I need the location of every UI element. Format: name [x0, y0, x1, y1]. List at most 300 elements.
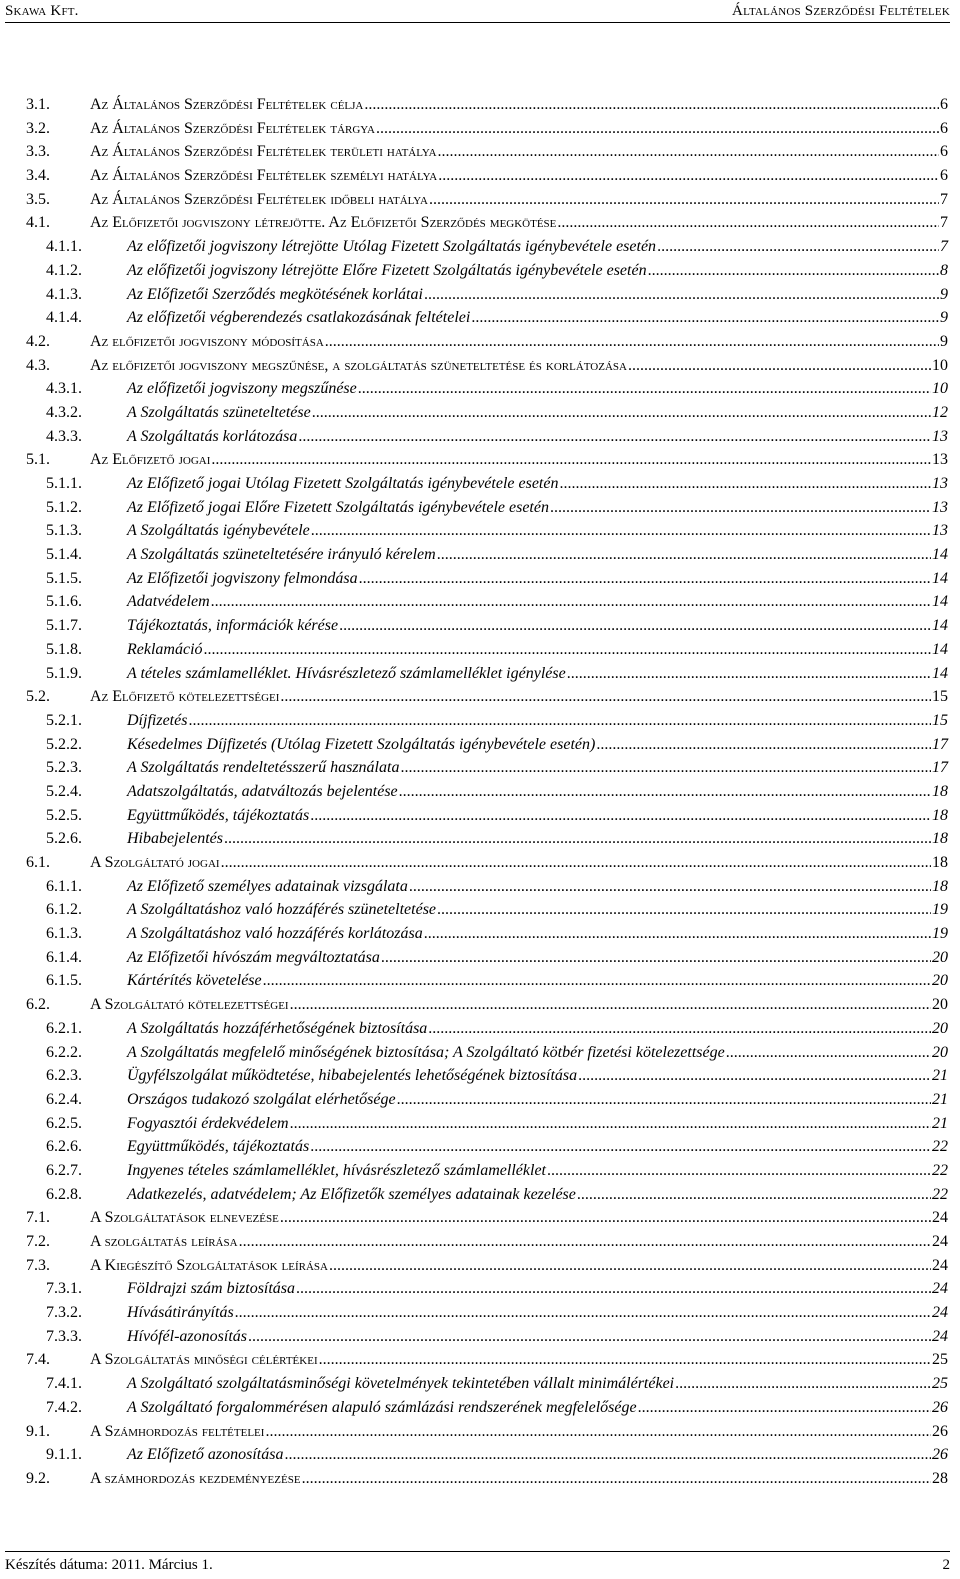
toc-entry-title: A szolgáltatás leírása — [90, 1233, 238, 1250]
toc-entry-title: A Szolgáltatás megfelelő minőségének biztosítása; A Szolgáltató kötbér fizetési kötelezettsége — [127, 1043, 725, 1061]
toc-entry-number: 5.1.7. — [46, 617, 82, 635]
toc-entry-page: 13 — [932, 427, 948, 445]
toc-entry[interactable] — [26, 357, 948, 381]
toc-entry-number: 4.3. — [26, 356, 50, 374]
toc-entry-page: 7 — [940, 190, 948, 208]
toc-entry-page: 18 — [932, 854, 948, 871]
toc-entry-number: 6.2.1. — [46, 1019, 82, 1037]
toc-entry[interactable] — [26, 1044, 948, 1068]
toc-entry-title: Az Általános Szerződési Feltételek tárgya — [90, 119, 375, 137]
toc-entry-number: 7.3. — [26, 1256, 50, 1274]
toc-entry[interactable] — [26, 1304, 948, 1328]
toc-entry-title: A Szolgáltatás szüneteltetésére irányuló kérelem — [127, 546, 436, 564]
toc-entry[interactable] — [26, 783, 948, 807]
toc-entry-number: 6.1.5. — [46, 972, 82, 990]
toc-entry-title: Az Előfizető kötelezettségei — [90, 688, 280, 706]
toc-entry-number: 6.2. — [26, 996, 50, 1014]
toc-leader-dots — [248, 1328, 931, 1346]
toc-leader-dots — [409, 878, 931, 896]
page-footer — [5, 1551, 950, 1576]
toc-entry[interactable] — [26, 262, 948, 286]
toc-leader-dots — [438, 167, 939, 185]
toc-entry-title: A Szolgáltatáshoz való hozzáférés szüneteltetése — [127, 901, 437, 919]
toc-entry-title: Hívófél-azonosítás — [127, 1327, 247, 1345]
toc-entry-number: 6.2.7. — [46, 1161, 82, 1179]
toc-entry-page: 20 — [932, 972, 948, 990]
toc-entry[interactable] — [26, 214, 948, 238]
toc-entry-title: Az Általános Szerződési Feltételek célja — [90, 96, 364, 113]
toc-entry-number: 7.3.2. — [46, 1304, 82, 1322]
toc-leader-dots — [359, 570, 931, 588]
toc-entry-number: 6.2.2. — [46, 1043, 82, 1061]
toc-leader-dots — [211, 451, 931, 469]
toc-entry-page: 24 — [932, 1256, 948, 1274]
toc-leader-dots — [263, 972, 931, 990]
table-of-contents — [26, 96, 948, 1494]
toc-entry[interactable] — [26, 759, 948, 783]
toc-entry-page: 14 — [932, 569, 948, 587]
toc-entry-title: Az Általános Szerződési Feltételek területi hatálya — [90, 143, 437, 161]
toc-entry-title: Az Általános Szerződési Feltételek időbeli hatálya — [90, 190, 428, 208]
toc-entry-page: 14 — [932, 664, 948, 682]
toc-entry-page: 24 — [932, 1327, 948, 1345]
toc-entry-page: 15 — [932, 688, 948, 706]
toc-entry-page: 7 — [940, 214, 948, 232]
toc-leader-dots — [188, 712, 931, 730]
page-number: 2 — [942, 1557, 950, 1573]
toc-leader-dots — [265, 1423, 931, 1441]
toc-entry[interactable] — [26, 854, 948, 878]
toc-leader-dots — [424, 286, 939, 304]
toc-entry-number: 5.1.3. — [46, 522, 82, 540]
toc-entry-number: 4.1.3. — [46, 285, 82, 303]
toc-entry-number: 7.4.1. — [46, 1375, 82, 1393]
toc-entry-page: 13 — [932, 522, 948, 540]
toc-entry-page: 25 — [932, 1375, 948, 1393]
toc-entry-title: Az Előfizetői jogviszony létrejötte. Az Előfizetői Szerződés megkötése — [90, 214, 557, 232]
document-title: Általános Szerződési Feltételek — [732, 3, 950, 19]
toc-entry-page: 20 — [932, 948, 948, 966]
toc-leader-dots — [578, 1067, 931, 1085]
creation-date: Készítés dátuma: 2011. Március 1. — [5, 1557, 213, 1573]
toc-entry-number: 5.1.8. — [46, 640, 82, 658]
toc-entry-page: 19 — [932, 901, 948, 919]
toc-entry-title: Az előfizetői jogviszony megszűnése — [127, 380, 357, 398]
toc-entry-number: 6.1.4. — [46, 948, 82, 966]
toc-entry-page: 15 — [932, 711, 948, 729]
toc-entry-number: 7.4.2. — [46, 1398, 82, 1416]
toc-entry-title: Az Előfizető személyes adatainak vizsgálata — [127, 877, 408, 895]
toc-entry-page: 20 — [932, 1043, 948, 1061]
toc-entry-number: 6.2.5. — [46, 1114, 82, 1132]
toc-entry-page: 13 — [932, 475, 948, 492]
toc-entry-number: 5.2.6. — [46, 830, 82, 848]
toc-entry-page: 18 — [932, 877, 948, 895]
toc-entry-page: 13 — [932, 451, 948, 469]
toc-entry[interactable] — [26, 570, 948, 594]
toc-entry-page: 18 — [932, 830, 948, 848]
toc-entry-number: 5.2.1. — [46, 711, 82, 729]
toc-leader-dots — [471, 309, 939, 327]
toc-entry[interactable] — [26, 736, 948, 760]
toc-entry-number: 6.1.3. — [46, 925, 82, 943]
toc-leader-dots — [280, 688, 931, 706]
toc-entry-number: 9.1. — [26, 1422, 50, 1440]
toc-entry[interactable] — [26, 167, 948, 191]
toc-entry-title: A számhordozás kezdeményezése — [90, 1469, 301, 1487]
toc-entry[interactable] — [26, 972, 948, 996]
toc-entry[interactable] — [26, 96, 948, 120]
toc-leader-dots — [235, 1304, 931, 1322]
toc-leader-dots — [298, 428, 931, 446]
toc-entry-title: Együttműködés, tájékoztatás — [127, 806, 310, 824]
toc-entry-page: 7 — [940, 238, 948, 256]
toc-entry[interactable] — [26, 499, 948, 523]
toc-entry-title: A tételes számlamelléklet. Hívásrészletező számlamelléklet igénylése — [127, 664, 566, 682]
toc-entry-number: 6.2.6. — [46, 1138, 82, 1156]
toc-entry[interactable] — [26, 712, 948, 736]
toc-entry[interactable] — [26, 1020, 948, 1044]
toc-entry[interactable] — [26, 1446, 948, 1470]
toc-entry[interactable] — [26, 949, 948, 973]
toc-leader-dots — [596, 736, 931, 754]
toc-entry-title: A Szolgáltató forgalommérésen alapuló számlázási rendszerének megfelelősége — [127, 1398, 637, 1416]
toc-entry-page: 17 — [932, 735, 948, 753]
toc-leader-dots — [429, 191, 939, 209]
toc-leader-dots — [224, 830, 931, 848]
toc-entry-number: 6.1. — [26, 854, 50, 871]
toc-leader-dots — [319, 1351, 931, 1369]
toc-entry-page: 18 — [932, 806, 948, 824]
toc-entry-title: A Szolgáltatás rendeltetésszerű használata — [127, 759, 400, 777]
toc-entry[interactable] — [26, 593, 948, 617]
toc-leader-dots — [290, 1115, 931, 1133]
toc-leader-dots — [437, 546, 931, 564]
toc-leader-dots — [675, 1375, 931, 1393]
toc-leader-dots — [364, 96, 939, 114]
toc-entry[interactable] — [26, 1375, 948, 1399]
toc-leader-dots — [567, 665, 931, 683]
toc-leader-dots — [311, 522, 931, 540]
toc-entry-number: 5.1.5. — [46, 569, 82, 587]
toc-entry-title: Az Előfizetői hívószám megváltoztatása — [127, 948, 380, 966]
toc-entry-title: A Szolgáltatáshoz való hozzáférés korlátozása — [127, 925, 423, 943]
toc-entry-title: A Szolgáltatások elnevezése — [90, 1209, 279, 1227]
toc-entry-number: 9.2. — [26, 1469, 50, 1487]
toc-entry[interactable] — [26, 617, 948, 641]
toc-entry-number: 5.2.3. — [46, 759, 82, 777]
toc-leader-dots — [557, 214, 939, 232]
toc-entry-page: 26 — [932, 1446, 948, 1464]
toc-entry-number: 3.1. — [26, 96, 50, 113]
toc-entry-title: Az Előfizető azonosítása — [127, 1446, 284, 1464]
toc-leader-dots — [239, 1233, 931, 1251]
toc-entry-page: 22 — [932, 1138, 948, 1156]
toc-entry-page: 6 — [940, 167, 948, 185]
toc-entry-number: 7.4. — [26, 1351, 50, 1369]
page-header — [5, 2, 950, 23]
toc-entry[interactable] — [26, 191, 948, 215]
toc-entry-page: 6 — [940, 119, 948, 137]
toc-entry[interactable] — [26, 1115, 948, 1139]
toc-entry-title: A Szolgáltató szolgáltatásminőségi követelmények tekintetében vállalt minimálértékei — [127, 1375, 675, 1393]
toc-entry-number: 3.4. — [26, 167, 50, 185]
toc-entry[interactable] — [26, 286, 948, 310]
toc-leader-dots — [280, 1209, 931, 1227]
toc-entry-title: A Szolgáltató kötelezettségei — [90, 996, 289, 1014]
toc-entry[interactable] — [26, 996, 948, 1020]
toc-entry-page: 24 — [932, 1233, 948, 1250]
toc-entry-page: 20 — [932, 1019, 948, 1037]
toc-leader-dots — [381, 949, 931, 967]
toc-entry-title: Földrajzi szám biztosítása — [127, 1280, 296, 1298]
toc-entry-title: Hibabejelentés — [127, 830, 223, 848]
toc-leader-dots — [428, 1020, 931, 1038]
toc-leader-dots — [437, 901, 931, 919]
toc-leader-dots — [204, 641, 931, 659]
toc-entry-page: 24 — [932, 1304, 948, 1322]
toc-entry[interactable] — [26, 404, 948, 428]
toc-entry[interactable] — [26, 1233, 948, 1257]
toc-entry-number: 6.2.4. — [46, 1090, 82, 1108]
toc-entry-number: 5.1.1. — [46, 475, 82, 492]
toc-leader-dots — [284, 1446, 931, 1464]
toc-entry-page: 14 — [932, 617, 948, 635]
toc-entry[interactable] — [26, 1423, 948, 1447]
toc-entry[interactable] — [26, 238, 948, 262]
toc-leader-dots — [211, 593, 931, 611]
toc-entry[interactable] — [26, 475, 948, 499]
toc-leader-dots — [310, 1138, 931, 1156]
toc-entry[interactable] — [26, 830, 948, 854]
toc-entry[interactable] — [26, 1257, 948, 1281]
toc-entry[interactable] — [26, 380, 948, 404]
toc-leader-dots — [657, 238, 939, 256]
toc-entry-title: Az előfizetői végberendezés csatlakozásának feltételei — [127, 309, 471, 327]
toc-entry-title: Tájékoztatás, információk kérése — [127, 617, 339, 635]
toc-entry-title: Késedelmes Díjfizetés (Utólag Fizetett Szolgáltatás igénybevétele esetén) — [127, 735, 596, 753]
toc-entry-page: 10 — [932, 356, 948, 374]
toc-entry[interactable] — [26, 1162, 948, 1186]
toc-entry-page: 9 — [940, 285, 948, 303]
toc-entry-page: 9 — [940, 309, 948, 327]
toc-entry-number: 4.1.2. — [46, 261, 82, 279]
toc-entry-page: 12 — [932, 403, 948, 421]
toc-entry-number: 5.2.4. — [46, 782, 82, 800]
toc-entry[interactable] — [26, 428, 948, 452]
toc-entry-page: 22 — [932, 1185, 948, 1203]
toc-leader-dots — [559, 475, 931, 493]
toc-entry-title: Országos tudakozó szolgálat elérhetősége — [127, 1090, 396, 1108]
toc-entry-page: 9 — [940, 332, 948, 350]
toc-entry-title: Az előfizetői jogviszony megszűnése, a szolgáltatás szüneteltetése és korlátozása — [90, 356, 627, 374]
toc-entry-number: 6.2.8. — [46, 1185, 82, 1203]
toc-leader-dots — [310, 807, 931, 825]
toc-entry-page: 14 — [932, 640, 948, 658]
toc-entry-title: A Szolgáltatás korlátozása — [127, 427, 298, 445]
toc-entry[interactable] — [26, 1138, 948, 1162]
toc-leader-dots — [424, 925, 931, 943]
toc-entry-title: A Szolgáltatás igénybevétele — [127, 522, 310, 540]
toc-entry-page: 26 — [932, 1422, 948, 1440]
toc-entry-title: A Szolgáltatás minőségi célértékei — [90, 1351, 318, 1369]
toc-entry-page: 20 — [932, 996, 948, 1014]
toc-entry-page: 21 — [932, 1067, 948, 1085]
toc-entry[interactable] — [26, 688, 948, 712]
toc-leader-dots — [376, 120, 939, 138]
toc-entry-number: 7.3.1. — [46, 1280, 82, 1298]
toc-entry[interactable] — [26, 1280, 948, 1304]
toc-entry-number: 4.3.3. — [46, 427, 82, 445]
toc-entry-title: Az Általános Szerződési Feltételek személyi hatálya — [90, 167, 438, 185]
toc-entry-number: 6.1.2. — [46, 901, 82, 919]
toc-entry-title: Az Előfizetői jogviszony felmondása — [127, 569, 358, 587]
toc-leader-dots — [329, 1257, 931, 1275]
toc-entry-title: Az Előfizető jogai — [90, 451, 211, 469]
toc-entry[interactable] — [26, 120, 948, 144]
toc-entry-page: 14 — [932, 593, 948, 611]
toc-entry[interactable] — [26, 1067, 948, 1091]
toc-entry-number: 6.2.3. — [46, 1067, 82, 1085]
toc-leader-dots — [648, 262, 939, 280]
toc-entry-page: 21 — [932, 1114, 948, 1132]
toc-entry-title: Reklamáció — [127, 640, 203, 658]
toc-entry-page: 17 — [932, 759, 948, 777]
toc-entry[interactable] — [26, 807, 948, 831]
toc-entry-page: 18 — [932, 782, 948, 800]
toc-entry[interactable] — [26, 309, 948, 333]
toc-entry-number: 5.1.6. — [46, 593, 82, 611]
toc-entry-number: 5.1.4. — [46, 546, 82, 564]
toc-entry-title: Az előfizetői jogviszony létrejötte Utólag Fizetett Szolgáltatás igénybevétele esetén — [127, 238, 657, 256]
toc-entry-title: Díjfizetés — [127, 711, 188, 729]
toc-entry-number: 4.3.1. — [46, 380, 82, 398]
toc-entry[interactable] — [26, 333, 948, 357]
toc-leader-dots — [290, 996, 931, 1014]
toc-entry-page: 6 — [940, 96, 948, 113]
toc-entry-number: 4.1.4. — [46, 309, 82, 327]
toc-entry-number: 7.2. — [26, 1233, 50, 1250]
toc-entry-title: A Kiegészítő Szolgáltatások leírása — [90, 1256, 328, 1274]
toc-leader-dots — [726, 1044, 931, 1062]
toc-entry-title: A Számhordozás feltételei — [90, 1422, 265, 1440]
toc-entry-page: 26 — [932, 1398, 948, 1416]
toc-entry-page: 28 — [932, 1469, 948, 1487]
toc-entry-page: 24 — [932, 1280, 948, 1298]
toc-entry-title: Adatkezelés, adatvédelem; Az Előfizetők személyes adatainak kezelése — [127, 1185, 576, 1203]
toc-entry-title: Ingyenes tételes számlamelléklet, hívásrészletező számlamelléklet — [127, 1161, 546, 1179]
toc-leader-dots — [339, 617, 931, 635]
toc-entry-page: 22 — [932, 1161, 948, 1179]
toc-entry[interactable] — [26, 901, 948, 925]
toc-leader-dots — [628, 357, 931, 375]
toc-leader-dots — [221, 854, 931, 872]
toc-entry-title: Az Előfizető jogai Utólag Fizetett Szolgáltatás igénybevétele esetén — [127, 475, 559, 492]
toc-entry-number: 5.1.2. — [46, 498, 82, 516]
toc-leader-dots — [638, 1399, 931, 1417]
toc-entry-page: 10 — [932, 380, 948, 398]
toc-entry[interactable] — [26, 925, 948, 949]
toc-entry-number: 3.2. — [26, 119, 50, 137]
toc-entry-title: Adatvédelem — [127, 593, 210, 611]
company-name: Skawa Kft. — [5, 3, 79, 19]
toc-entry-title: A Szolgáltatás szüneteltetése — [127, 403, 311, 421]
toc-leader-dots — [302, 1470, 931, 1488]
toc-entry-number: 4.1. — [26, 214, 50, 232]
toc-entry-number: 7.1. — [26, 1209, 50, 1227]
toc-entry[interactable] — [26, 1351, 948, 1375]
toc-leader-dots — [296, 1280, 931, 1298]
toc-entry-title: Ügyfélszolgálat működtetése, hibabejelentés lehetőségének biztosítása — [127, 1067, 578, 1085]
toc-entry[interactable] — [26, 1399, 948, 1423]
toc-entry-number: 5.1.9. — [46, 664, 82, 682]
toc-entry[interactable] — [26, 878, 948, 902]
toc-entry-page: 14 — [932, 546, 948, 564]
toc-entry-title: A Szolgáltató jogai — [90, 854, 220, 871]
toc-entry[interactable] — [26, 1091, 948, 1115]
toc-entry-title: Hívásátirányítás — [127, 1304, 234, 1322]
toc-entry-title: A Szolgáltatás hozzáférhetőségének biztosítása — [127, 1019, 428, 1037]
toc-leader-dots — [438, 143, 939, 161]
toc-entry-page: 19 — [932, 925, 948, 943]
toc-entry-title: Együttműködés, tájékoztatás — [127, 1138, 310, 1156]
toc-entry[interactable] — [26, 546, 948, 570]
toc-leader-dots — [358, 380, 931, 398]
toc-entry-number: 4.3.2. — [46, 403, 82, 421]
toc-leader-dots — [325, 333, 939, 351]
toc-entry[interactable] — [26, 1328, 948, 1352]
toc-leader-dots — [547, 1162, 931, 1180]
toc-entry[interactable] — [26, 1186, 948, 1210]
toc-entry-number: 5.1. — [26, 451, 50, 469]
toc-entry-number: 3.5. — [26, 190, 50, 208]
toc-entry-title: Kártérítés követelése — [127, 972, 262, 990]
toc-entry-number: 4.1.1. — [46, 238, 82, 256]
toc-leader-dots — [397, 1091, 931, 1109]
toc-entry-page: 6 — [940, 143, 948, 161]
toc-entry[interactable] — [26, 1209, 948, 1233]
toc-entry-title: Az Előfizetői Szerződés megkötésének korlátai — [127, 285, 423, 303]
toc-leader-dots — [399, 783, 931, 801]
toc-entry-page: 8 — [940, 261, 948, 279]
toc-entry-number: 6.1.1. — [46, 877, 82, 895]
toc-entry-title: Az előfizetői jogviszony létrejötte Előre Fizetett Szolgáltatás igénybevétele esetén — [127, 261, 647, 279]
toc-entry-title: Adatszolgáltatás, adatváltozás bejelentése — [127, 782, 398, 800]
toc-entry-title: Fogyasztói érdekvédelem — [127, 1114, 289, 1132]
toc-entry-number: 3.3. — [26, 143, 50, 161]
toc-entry-title: Az előfizetői jogviszony módosítása — [90, 332, 324, 350]
toc-entry-number: 4.2. — [26, 332, 50, 350]
toc-entry-page: 13 — [932, 498, 948, 516]
toc-entry-page: 25 — [932, 1351, 948, 1369]
toc-entry[interactable] — [26, 451, 948, 475]
toc-leader-dots — [577, 1186, 931, 1204]
toc-entry-page: 24 — [932, 1209, 948, 1227]
toc-entry[interactable] — [26, 641, 948, 665]
toc-leader-dots — [312, 404, 931, 422]
toc-leader-dots — [550, 499, 931, 517]
toc-entry[interactable] — [26, 665, 948, 689]
toc-entry-number: 5.2. — [26, 688, 50, 706]
toc-entry-number: 5.2.2. — [46, 735, 82, 753]
toc-entry-title: Az Előfizető jogai Előre Fizetett Szolgáltatás igénybevétele esetén — [127, 498, 549, 516]
toc-entry-page: 21 — [932, 1090, 948, 1108]
toc-entry[interactable] — [26, 143, 948, 167]
toc-entry[interactable] — [26, 522, 948, 546]
toc-entry-number: 7.3.3. — [46, 1327, 82, 1345]
toc-entry[interactable] — [26, 1470, 948, 1494]
toc-entry-number: 9.1.1. — [46, 1446, 82, 1464]
